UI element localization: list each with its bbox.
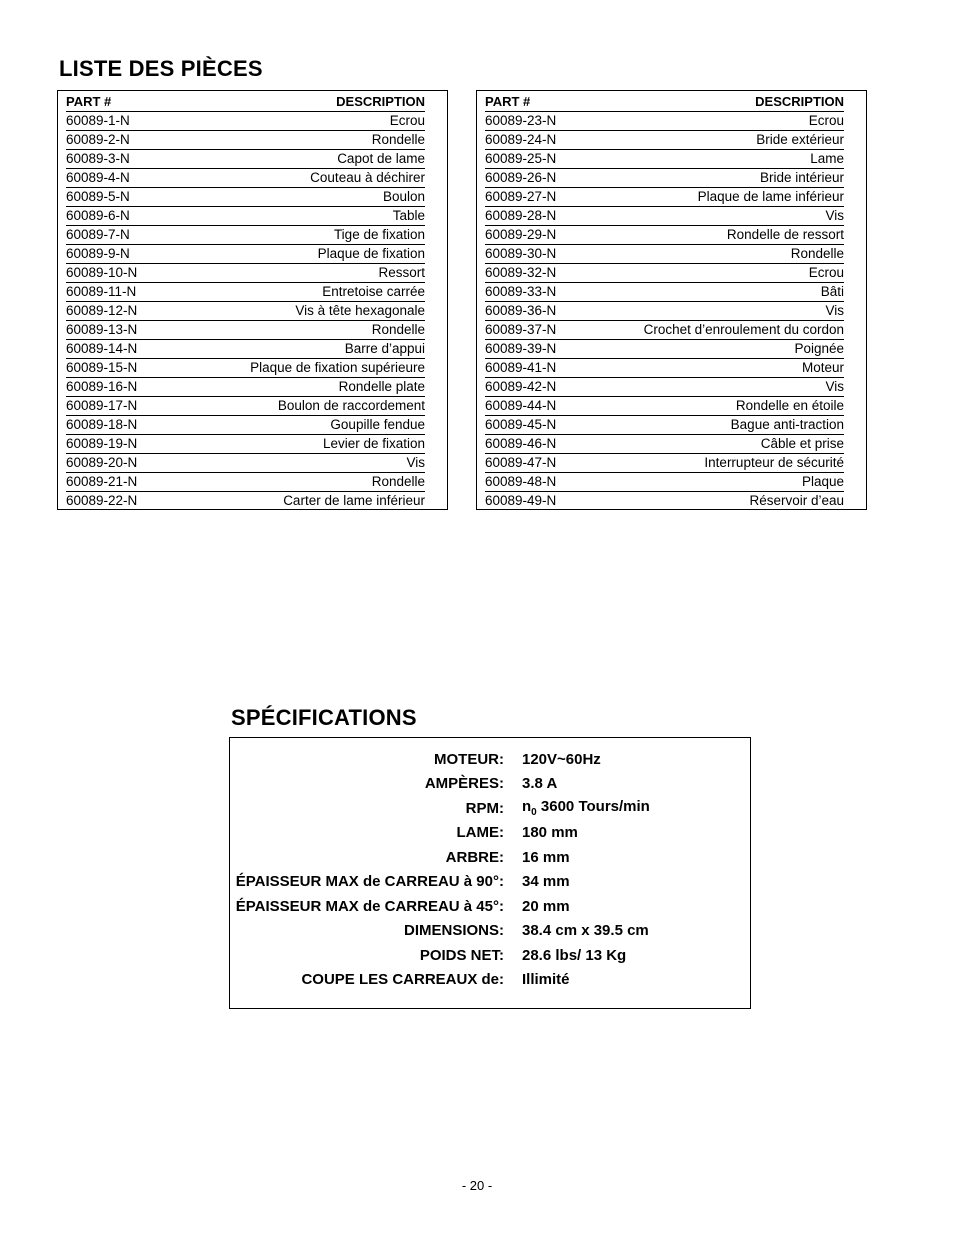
part-number: 60089-9-N <box>66 245 170 264</box>
part-number: 60089-20-N <box>66 454 170 473</box>
parts-table-row <box>485 321 844 340</box>
part-description: Ecrou <box>170 112 425 131</box>
parts-table-left-box <box>57 90 448 510</box>
parts-table-row <box>66 283 425 302</box>
part-number: 60089-44-N <box>485 397 579 416</box>
part-number: 60089-19-N <box>66 435 170 454</box>
parts-table-row <box>66 378 425 397</box>
parts-table-row <box>485 378 844 397</box>
spec-label: ÉPAISSEUR MAX de CARREAU à 90°: <box>235 873 504 891</box>
part-description: Boulon de raccordement <box>170 397 425 416</box>
spec-label: POIDS NET: <box>419 946 504 964</box>
spec-value-prefix: n <box>522 798 532 816</box>
part-description: Tige de fixation <box>170 226 425 245</box>
parts-table-row <box>66 207 425 226</box>
page-number: - 20 - <box>461 1178 493 1193</box>
part-description: Bâti <box>579 283 844 302</box>
part-number: 60089-41-N <box>485 359 579 378</box>
part-number-header: PART # <box>66 93 170 112</box>
parts-table-row <box>66 435 425 454</box>
part-description: Entretoise carrée <box>170 283 425 302</box>
part-description: Rondelle <box>579 245 844 264</box>
spec-row <box>230 919 650 944</box>
part-number-header: PART # <box>485 93 579 112</box>
part-description: Vis <box>579 207 844 226</box>
part-number: 60089-25-N <box>485 150 579 169</box>
parts-table-left <box>66 93 425 510</box>
spec-label: AMPÈRES: <box>424 775 504 793</box>
spec-label: COUPE LES CARREAUX de: <box>301 971 504 989</box>
parts-table-row <box>485 245 844 264</box>
part-number: 60089-23-N <box>485 112 579 131</box>
part-description: Boulon <box>170 188 425 207</box>
spec-value: 28.6 lbs/ 13 Kg <box>522 946 627 964</box>
part-description: Levier de fixation <box>170 435 425 454</box>
part-description: Ecrou <box>579 264 844 283</box>
part-number: 60089-3-N <box>66 150 170 169</box>
parts-table-row <box>66 188 425 207</box>
spec-value: 3.8 A <box>522 775 558 793</box>
part-number: 60089-49-N <box>485 493 557 508</box>
spec-value: 16 mm <box>522 848 570 866</box>
spec-row <box>230 747 650 772</box>
spec-label: LAME: <box>456 824 504 842</box>
part-number: 60089-12-N <box>66 302 170 321</box>
part-description: Câble et prise <box>579 435 844 454</box>
spec-row <box>230 894 650 919</box>
parts-table-row <box>485 283 844 302</box>
part-description: Rondelle en étoile <box>579 397 844 416</box>
specifications-table <box>230 747 650 992</box>
spec-row <box>230 772 650 797</box>
parts-table-row <box>485 112 844 131</box>
spec-value: 20 mm <box>522 897 570 915</box>
spec-row <box>230 943 650 968</box>
parts-table-row <box>485 416 844 435</box>
spec-value: 180 mm <box>522 824 578 842</box>
part-description: Ressort <box>170 264 425 283</box>
part-description: Poignée <box>579 340 844 359</box>
part-number: 60089-33-N <box>485 283 579 302</box>
part-description: Bride extérieur <box>579 131 844 150</box>
parts-table-row <box>485 435 844 454</box>
description-header: DESCRIPTION <box>579 93 844 112</box>
part-number: 60089-2-N <box>66 131 170 150</box>
parts-table-row <box>66 454 425 473</box>
spec-label: RPM: <box>465 799 504 817</box>
part-number: 60089-5-N <box>66 188 170 207</box>
parts-table-row <box>485 473 844 492</box>
parts-table-row <box>485 492 844 511</box>
parts-table-row <box>66 473 425 492</box>
part-number: 60089-22-N <box>66 493 138 508</box>
specifications-box <box>229 737 751 1009</box>
part-number: 60089-21-N <box>66 473 170 492</box>
spec-row <box>230 845 650 870</box>
part-description: Vis à tête hexagonale <box>170 302 425 321</box>
part-description: Lame <box>579 150 844 169</box>
part-number: 60089-48-N <box>485 473 579 492</box>
part-number: 60089-29-N <box>485 226 579 245</box>
part-number: 60089-37-N <box>485 321 579 340</box>
parts-table-row <box>66 112 425 131</box>
part-description: Plaque de fixation <box>170 245 425 264</box>
part-description: Rondelle de ressort <box>579 226 844 245</box>
part-number: 60089-16-N <box>66 378 170 397</box>
part-description: Capot de lame <box>170 150 425 169</box>
part-number: 60089-39-N <box>485 340 579 359</box>
parts-table-row <box>66 492 425 511</box>
part-number: 60089-46-N <box>485 435 579 454</box>
spec-row <box>230 968 650 993</box>
part-description: Plaque <box>579 473 844 492</box>
parts-table-row <box>66 416 425 435</box>
part-number: 60089-24-N <box>485 131 579 150</box>
parts-list-title: LISTE DES PIÈCES <box>59 56 263 81</box>
description-header: DESCRIPTION <box>170 93 425 112</box>
part-number: 60089-10-N <box>66 264 170 283</box>
spec-row <box>230 821 650 846</box>
part-number: 60089-17-N <box>66 397 170 416</box>
spec-label: ARBRE: <box>445 848 504 866</box>
part-description: Vis <box>579 378 844 397</box>
part-number: 60089-45-N <box>485 416 579 435</box>
part-number: 60089-4-N <box>66 169 170 188</box>
part-description: Vis <box>579 302 844 321</box>
spec-label: DIMENSIONS: <box>403 922 504 940</box>
parts-table-right-box <box>476 90 867 510</box>
spec-label: MOTEUR: <box>434 750 504 768</box>
part-description: Bague anti-traction <box>579 416 844 435</box>
part-description: Plaque de fixation supérieure <box>170 359 425 378</box>
parts-table-row <box>485 454 844 473</box>
part-number: 60089-11-N <box>66 283 170 302</box>
parts-table-row <box>66 150 425 169</box>
part-number: 60089-13-N <box>66 321 170 340</box>
parts-table-row <box>66 302 425 321</box>
part-description: Carter de lame inférieur <box>283 493 425 508</box>
parts-table-row <box>66 264 425 283</box>
part-description: Plaque de lame inférieur <box>579 188 844 207</box>
part-number: 60089-7-N <box>66 226 170 245</box>
part-description: Réservoir d’eau <box>749 493 844 508</box>
part-description: Barre d’appui <box>170 340 425 359</box>
parts-table-row <box>66 131 425 150</box>
parts-table-row <box>66 245 425 264</box>
parts-table-row <box>485 226 844 245</box>
parts-table-row <box>66 321 425 340</box>
part-number: 60089-42-N <box>485 378 579 397</box>
part-number: 60089-36-N <box>485 302 579 321</box>
parts-table-row <box>66 169 425 188</box>
part-number: 60089-27-N <box>485 188 579 207</box>
parts-table-row <box>485 397 844 416</box>
part-description: Rondelle <box>170 321 425 340</box>
part-description: Table <box>170 207 425 226</box>
parts-table-row <box>485 359 844 378</box>
part-number: 60089-32-N <box>485 264 579 283</box>
parts-table-row <box>485 264 844 283</box>
parts-table-header-row <box>66 93 425 112</box>
part-number: 60089-14-N <box>66 340 170 359</box>
part-description: Rondelle <box>170 131 425 150</box>
part-description: Interrupteur de sécurité <box>579 454 844 473</box>
part-description: Crochet d’enroulement du cordon <box>579 321 844 340</box>
parts-table-row <box>66 359 425 378</box>
spec-value: 38.4 cm x 39.5 cm <box>522 922 649 940</box>
spec-value: Illimité <box>522 971 570 989</box>
spec-value-suffix: 3600 Tours/min <box>536 798 650 816</box>
part-number: 60089-28-N <box>485 207 579 226</box>
parts-table-header-row <box>485 93 844 112</box>
part-description: Ecrou <box>579 112 844 131</box>
parts-table-row <box>485 131 844 150</box>
parts-table-row <box>485 150 844 169</box>
parts-table-row <box>485 207 844 226</box>
part-description: Rondelle plate <box>170 378 425 397</box>
spec-value <box>522 796 650 821</box>
part-description: Rondelle <box>170 473 425 492</box>
part-number: 60089-15-N <box>66 359 170 378</box>
part-number: 60089-26-N <box>485 169 579 188</box>
spec-label: ÉPAISSEUR MAX de CARREAU à 45°: <box>235 897 504 915</box>
spec-row <box>230 796 650 821</box>
spec-value: 34 mm <box>522 873 570 891</box>
parts-table-row <box>66 226 425 245</box>
parts-table-row <box>485 340 844 359</box>
spec-value: 120V~60Hz <box>522 750 601 768</box>
part-description: Goupille fendue <box>170 416 425 435</box>
spec-row <box>230 870 650 895</box>
parts-table-row <box>66 397 425 416</box>
part-description: Bride intérieur <box>579 169 844 188</box>
specifications-title: SPÉCIFICATIONS <box>231 705 417 730</box>
parts-table-right <box>485 93 844 510</box>
parts-table-row <box>485 169 844 188</box>
parts-table-row <box>485 188 844 207</box>
part-description: Moteur <box>579 359 844 378</box>
part-number: 60089-47-N <box>485 454 579 473</box>
part-number: 60089-1-N <box>66 112 170 131</box>
part-number: 60089-30-N <box>485 245 579 264</box>
part-number: 60089-18-N <box>66 416 170 435</box>
part-description: Vis <box>170 454 425 473</box>
part-description: Couteau à déchirer <box>170 169 425 188</box>
part-number: 60089-6-N <box>66 207 170 226</box>
parts-table-row <box>485 302 844 321</box>
parts-table-row <box>66 340 425 359</box>
spec-value-subscript: 0 <box>531 807 537 819</box>
